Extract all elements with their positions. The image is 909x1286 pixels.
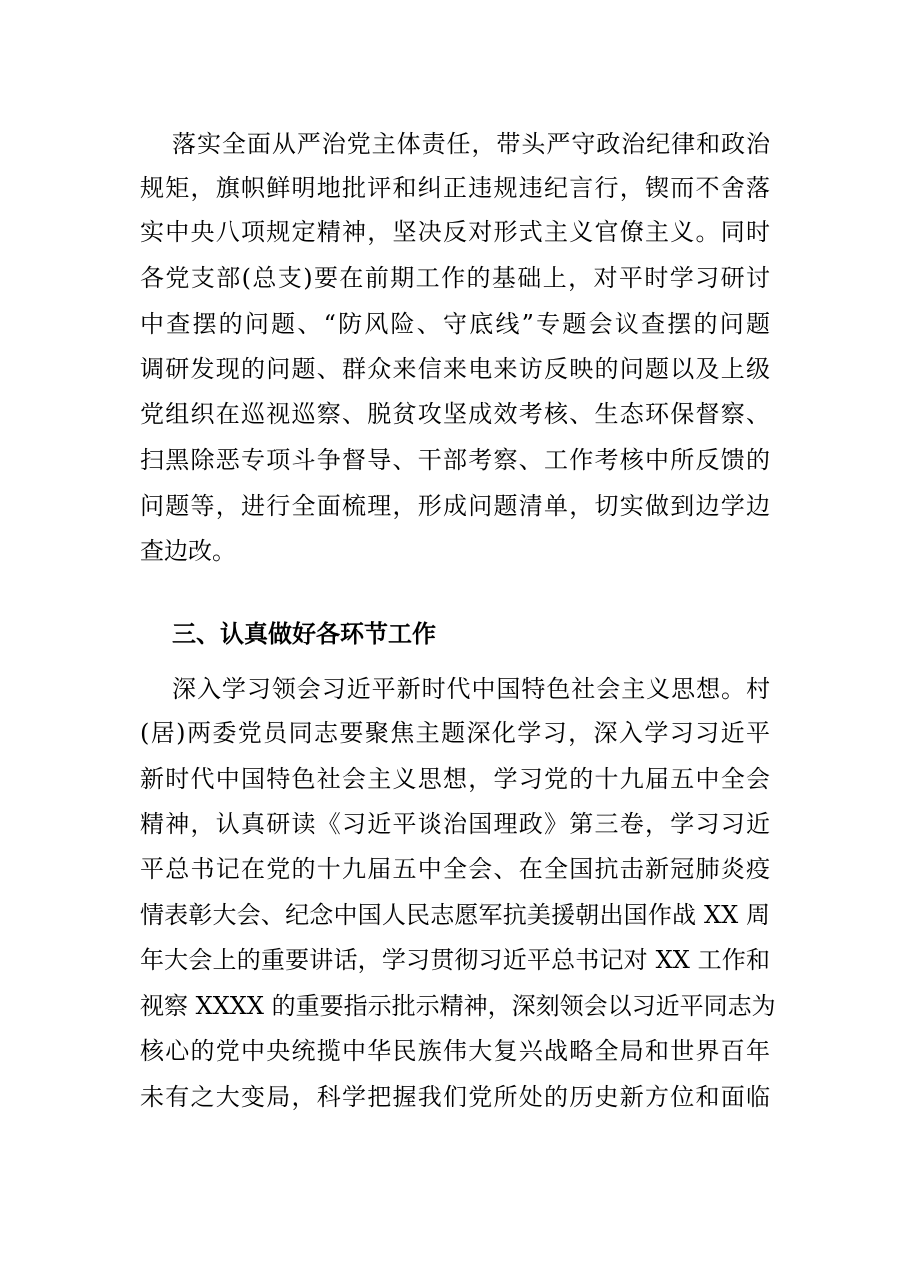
paragraph2-line: 精神，认真研读《习近平谈治国理政》第三卷，学习习近 xyxy=(140,810,770,838)
paragraph1-line: 实中央八项规定精神，坚决反对形式主义官僚主义。同时 xyxy=(140,218,770,246)
paragraph2-line: 深入学习领会习近平新时代中国特色社会主义思想。村 xyxy=(172,675,770,703)
paragraph2-line: 视察 XXXX 的重要指示批示精神，深刻领会以习近平同志为 xyxy=(140,992,776,1020)
paragraph1-line: 调研发现的问题、群众来信来电来访反映的问题以及上级 xyxy=(140,355,770,383)
paragraph1-line: 落实全面从严治党主体责任，带头严守政治纪律和政治 xyxy=(172,130,770,158)
paragraph1-line: 查边改。 xyxy=(140,537,236,565)
paragraph1-line: 问题等，进行全面梳理，形成问题清单，切实做到边学边 xyxy=(140,492,770,520)
paragraph1-line: 规矩，旗帜鲜明地批评和纠正违规违纪言行，锲而不舍落 xyxy=(140,174,770,202)
paragraph1-line: 党组织在巡视巡察、脱贫攻坚成效考核、生态环保督察、 xyxy=(140,400,770,428)
paragraph1-line: 扫黑除恶专项斗争督导、干部考察、工作考核中所反馈的 xyxy=(140,446,770,474)
paragraph1-line: 各党支部(总支)要在前期工作的基础上，对平时学习研讨 xyxy=(140,264,770,292)
paragraph2-line: 年大会上的重要讲话，学习贯彻习近平总书记对 XX 工作和 xyxy=(140,946,770,974)
paragraph2-line: (居)两委党员同志要聚焦主题深化学习，深入学习习近平 xyxy=(140,719,770,747)
paragraph2-line: 平总书记在党的十九届五中全会、在全国抗击新冠肺炎疫 xyxy=(140,855,770,883)
paragraph2-line: 未有之大变局，科学把握我们党所处的历史新方位和面临 xyxy=(140,1083,770,1111)
paragraph2-line: 新时代中国特色社会主义思想，学习党的十九届五中全会 xyxy=(140,765,770,793)
section-heading: 三、认真做好各环节工作 xyxy=(172,620,436,648)
paragraph2-line: 核心的党中央统揽中华民族伟大复兴战略全局和世界百年 xyxy=(140,1037,770,1065)
paragraph2-line: 情表彰大会、纪念中国人民志愿军抗美援朝出国作战 XX 周 xyxy=(140,901,770,929)
paragraph1-line: 中查摆的问题、“防风险、守底线”专题会议查摆的问题 xyxy=(140,310,770,338)
